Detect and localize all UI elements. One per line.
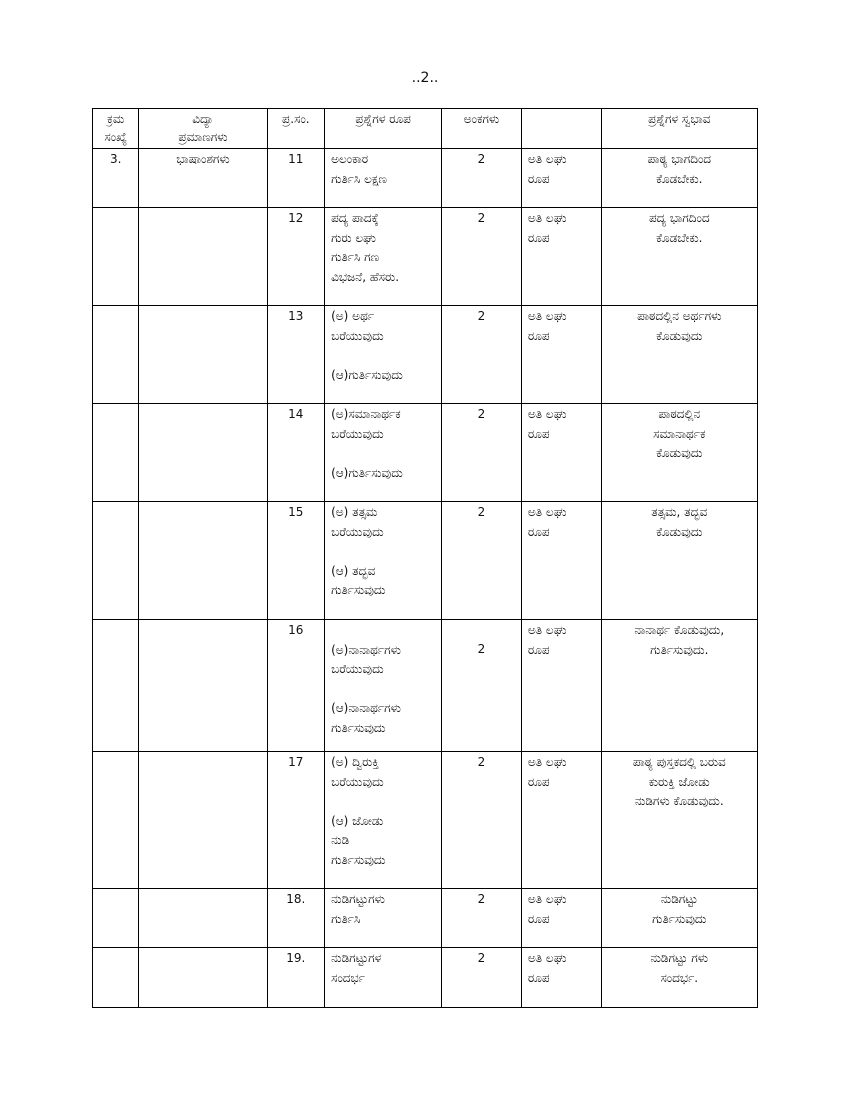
cell-line: ವಿಭಜನೆ, ಹೆಸರು. bbox=[331, 269, 400, 284]
cell-line: ರೂಪ bbox=[527, 524, 550, 539]
cell-question-number: 18. bbox=[267, 889, 325, 948]
table-body bbox=[93, 149, 758, 1008]
cell-line: ಅತಿ ಲಘು bbox=[527, 951, 567, 965]
cell-marks: 2 bbox=[442, 620, 522, 752]
cell-line: ರೂಪ bbox=[527, 774, 550, 789]
cell-difficulty bbox=[521, 208, 601, 306]
cell-line: ಕೊಡುವುದು bbox=[656, 524, 703, 539]
cell-question-number: 17 bbox=[267, 752, 325, 889]
header-difficulty bbox=[521, 109, 601, 149]
page-number: ..2.. bbox=[411, 70, 439, 86]
cell-marks: 2 bbox=[442, 306, 522, 404]
cell-question-nature bbox=[601, 149, 757, 208]
cell-line: ನುಡಿಗಟ್ಟುಗಳು bbox=[331, 892, 385, 906]
cell-line: ಬರೆಯುವುದು bbox=[331, 426, 384, 441]
cell-line: ರೂಪ bbox=[527, 642, 550, 657]
cell-line: ಸಮಾನಾರ್ಥಕ bbox=[653, 426, 706, 441]
cell-line: ಅತಿ ಲಘು bbox=[527, 152, 567, 166]
cell-line bbox=[331, 444, 435, 464]
cell-question-number: 11 bbox=[267, 149, 325, 208]
cell-line: ಕುರುಕ್ತಿ ಜೋಡು bbox=[648, 774, 710, 789]
cell-line: ಸಂದರ್ಭ bbox=[331, 970, 365, 985]
cell-line: ರೂಪ bbox=[527, 426, 550, 441]
cell-serial bbox=[93, 948, 139, 1008]
cell-question-type bbox=[325, 889, 442, 948]
header-marks bbox=[442, 109, 522, 149]
cell-question-type bbox=[325, 502, 442, 620]
cell-question-number: 15 bbox=[267, 502, 325, 620]
cell-difficulty bbox=[521, 620, 601, 752]
cell-line: ಅಂಕಗಳು bbox=[463, 112, 500, 126]
cell-question-nature bbox=[601, 620, 757, 752]
cell-line: ಅತಿ ಲಘು bbox=[527, 505, 567, 519]
cell-marks: 2 bbox=[442, 889, 522, 948]
cell-line: ರೂಪ bbox=[527, 328, 550, 343]
table-row bbox=[93, 948, 758, 1008]
cell-question-nature bbox=[601, 306, 757, 404]
cell-line: (ಅ) ತತ್ಸಮ bbox=[331, 505, 378, 519]
cell-line: (ಆ) ತದ್ಭವ bbox=[331, 563, 376, 578]
cell-question-type bbox=[325, 149, 442, 208]
header-row bbox=[93, 109, 758, 149]
cell-question-number: 19. bbox=[267, 948, 325, 1008]
cell-line: ಅತಿ ಲಘು bbox=[527, 407, 567, 421]
table-row bbox=[93, 404, 758, 502]
cell-line: ನಾನಾರ್ಥ ಕೊಡುವುದು, bbox=[634, 623, 725, 637]
cell-line: ಗುರ್ತಿಸಿ ಗಣ bbox=[331, 250, 380, 264]
cell-line: (ಅ)ನಾನಾರ್ಥಗಳು bbox=[331, 642, 401, 657]
cell-line: ಪಾಠ್ಯ ಪುಸ್ತಕದಲ್ಲಿ ಬರುವ bbox=[632, 755, 726, 769]
cell-difficulty bbox=[521, 306, 601, 404]
cell-line: ಬರೆಯುವುದು bbox=[331, 662, 384, 676]
cell-serial bbox=[93, 752, 139, 889]
cell-marks: 2 bbox=[442, 752, 522, 889]
header-question-type bbox=[325, 109, 442, 149]
cell-line: ಪಾಠ್ಯ ಭಾಗದಿಂದ bbox=[647, 152, 712, 166]
cell-line: ನುಡಿಗಟ್ಟು ಗಳು bbox=[650, 951, 709, 965]
cell-line bbox=[528, 110, 595, 130]
cell-question-type bbox=[325, 620, 442, 752]
cell-line: ನುಡಿಗಳು ಕೊಡುವುದು. bbox=[634, 794, 724, 808]
cell-line: ಅತಿ ಲಘು bbox=[527, 309, 567, 323]
table-row bbox=[93, 752, 758, 889]
cell-line: ಗುರ್ತಿಸಿ bbox=[331, 911, 361, 926]
cell-unit: ಭಾಷಾಂಶಗಳು bbox=[139, 149, 267, 208]
cell-line: ಗುರ್ತಿಸಿ ಲಕ್ಷಣ bbox=[331, 171, 387, 186]
cell-line: ಅತಿ ಲಘು bbox=[527, 211, 567, 225]
cell-line: ಗುರ್ತಿಸುವುದು. bbox=[650, 642, 709, 657]
cell-line: ಪ್ರ.ಸಂ. bbox=[282, 112, 310, 126]
cell-unit bbox=[139, 502, 267, 620]
cell-line: ನುಡಿಗಟ್ಟು bbox=[660, 892, 698, 906]
cell-serial: 3. bbox=[93, 149, 139, 208]
cell-marks: 2 bbox=[442, 404, 522, 502]
cell-line: ಬರೆಯುವುದು bbox=[331, 328, 384, 343]
cell-line: ಕೊಡುವುದು bbox=[656, 328, 703, 343]
cell-difficulty bbox=[521, 404, 601, 502]
cell-line: ಬರೆಯುವುದು bbox=[331, 524, 384, 539]
cell-line: ಪ್ರಶ್ನೆಗಳ ರೂಪ bbox=[355, 112, 411, 126]
blueprint-table bbox=[92, 108, 758, 1008]
table-row bbox=[93, 149, 758, 208]
table-row bbox=[93, 620, 758, 752]
cell-question-nature bbox=[601, 404, 757, 502]
header-question-nature bbox=[601, 109, 757, 149]
cell-line: ವಿದ್ಯಾ bbox=[192, 112, 214, 126]
cell-unit bbox=[139, 948, 267, 1008]
cell-serial bbox=[93, 620, 139, 752]
cell-difficulty bbox=[521, 889, 601, 948]
cell-question-type bbox=[325, 404, 442, 502]
cell-question-number: 14 bbox=[267, 404, 325, 502]
cell-line: ಅಲಂಕಾರ bbox=[331, 152, 369, 166]
cell-difficulty bbox=[521, 149, 601, 208]
cell-line: (ಅ) ಅರ್ಥ bbox=[331, 309, 375, 323]
cell-unit bbox=[139, 208, 267, 306]
cell-line: ಪಾಠದಲ್ಲಿನ ಅರ್ಥಗಳು bbox=[637, 309, 722, 323]
cell-marks: 2 bbox=[442, 948, 522, 1008]
cell-line: ಗುರ್ತಿಸುವುದು bbox=[331, 852, 386, 867]
cell-line: ರೂಪ bbox=[527, 171, 550, 186]
header-serial bbox=[93, 109, 139, 149]
cell-question-nature bbox=[601, 752, 757, 889]
cell-question-nature bbox=[601, 948, 757, 1008]
header-unit bbox=[139, 109, 267, 149]
cell-line: ರೂಪ bbox=[527, 970, 550, 985]
cell-difficulty bbox=[521, 502, 601, 620]
cell-line: ಪದ್ಯ ಭಾಗದಿಂದ bbox=[648, 211, 710, 225]
cell-line bbox=[331, 542, 435, 562]
cell-question-nature bbox=[601, 502, 757, 620]
cell-line: ಕ್ರಮ bbox=[107, 112, 125, 126]
cell-question-number: 16 bbox=[267, 620, 325, 752]
cell-marks: 2 bbox=[442, 149, 522, 208]
cell-line: ಗುರ್ತಿಸುವುದು bbox=[331, 583, 386, 597]
cell-serial bbox=[93, 502, 139, 620]
cell-line: ಪ್ರಶ್ನೆಗಳ ಸ್ವಭಾವ bbox=[648, 112, 711, 126]
cell-line: ನುಡಿಗಟ್ಟುಗಳ bbox=[331, 951, 382, 965]
cell-serial bbox=[93, 889, 139, 948]
cell-question-nature bbox=[601, 889, 757, 948]
cell-line: ಸಂಖ್ಯೆ bbox=[104, 130, 127, 144]
cell-unit bbox=[139, 620, 267, 752]
cell-line: ಬರೆಯುವುದು bbox=[331, 774, 384, 789]
cell-question-type bbox=[325, 948, 442, 1008]
cell-line bbox=[331, 680, 435, 700]
cell-line: (ಅ)ಸಮಾನಾರ್ಥಕ bbox=[331, 407, 401, 421]
cell-line: (ಆ)ಗುರ್ತಿಸುವುದು bbox=[331, 465, 403, 480]
cell-serial bbox=[93, 404, 139, 502]
cell-line: (ಅ) ದ್ವಿರುಕ್ತಿ bbox=[331, 755, 379, 769]
table-row bbox=[93, 502, 758, 620]
cell-unit bbox=[139, 889, 267, 948]
table-row bbox=[93, 208, 758, 306]
cell-line: ರೂಪ bbox=[527, 230, 550, 245]
cell-line bbox=[331, 792, 435, 812]
cell-line: ಗುರು ಲಘು bbox=[331, 230, 376, 245]
cell-line: (ಆ)ನಾನಾರ್ಥಗಳು bbox=[331, 701, 401, 715]
cell-line: (ಆ) ಜೋಡು bbox=[331, 813, 384, 828]
table-row bbox=[93, 889, 758, 948]
cell-line: (ಆ)ಗುರ್ತಿಸುವುದು bbox=[331, 367, 403, 382]
cell-question-type bbox=[325, 208, 442, 306]
cell-unit bbox=[139, 752, 267, 889]
cell-line: ಗುರ್ತಿಸುವುದು bbox=[652, 911, 707, 926]
cell-line: ಸಂದರ್ಭ. bbox=[660, 970, 699, 985]
cell-difficulty bbox=[521, 752, 601, 889]
cell-line bbox=[331, 346, 435, 366]
cell-question-type bbox=[325, 306, 442, 404]
cell-serial bbox=[93, 208, 139, 306]
cell-line: ಅತಿ ಲಘು bbox=[527, 892, 567, 906]
cell-unit bbox=[139, 404, 267, 502]
cell-line: ಕೊಡುವುದು bbox=[656, 446, 703, 460]
cell-line: ನುಡಿ bbox=[331, 833, 350, 847]
cell-line: ರೂಪ bbox=[527, 911, 550, 926]
cell-line: ಅತಿ ಲಘು bbox=[527, 623, 567, 637]
cell-serial bbox=[93, 306, 139, 404]
cell-line: ಪಾಠದಲ್ಲಿನ bbox=[658, 407, 701, 421]
table-row bbox=[93, 306, 758, 404]
cell-question-number: 12 bbox=[267, 208, 325, 306]
cell-line: ತತ್ಸಮ, ತದ್ಭವ bbox=[651, 505, 708, 519]
cell-unit bbox=[139, 306, 267, 404]
cell-line bbox=[331, 621, 435, 641]
cell-question-nature bbox=[601, 208, 757, 306]
cell-marks: 2 bbox=[442, 208, 522, 306]
cell-line: ಪದ್ಯ ಪಾದಕ್ಕೆ bbox=[331, 211, 379, 225]
cell-question-type bbox=[325, 752, 442, 889]
cell-marks: 2 bbox=[442, 502, 522, 620]
cell-line: ಪ್ರಮಾಣಗಳು bbox=[178, 130, 228, 144]
cell-line: ಕೊಡಬೇಕು. bbox=[656, 230, 703, 245]
cell-line: ಅತಿ ಲಘು bbox=[527, 755, 567, 769]
cell-line: ಗುರ್ತಿಸುವುದು bbox=[331, 720, 386, 735]
cell-line: ಕೊಡಬೇಕು. bbox=[656, 171, 703, 186]
header-question-number bbox=[267, 109, 325, 149]
cell-question-number: 13 bbox=[267, 306, 325, 404]
cell-difficulty bbox=[521, 948, 601, 1008]
